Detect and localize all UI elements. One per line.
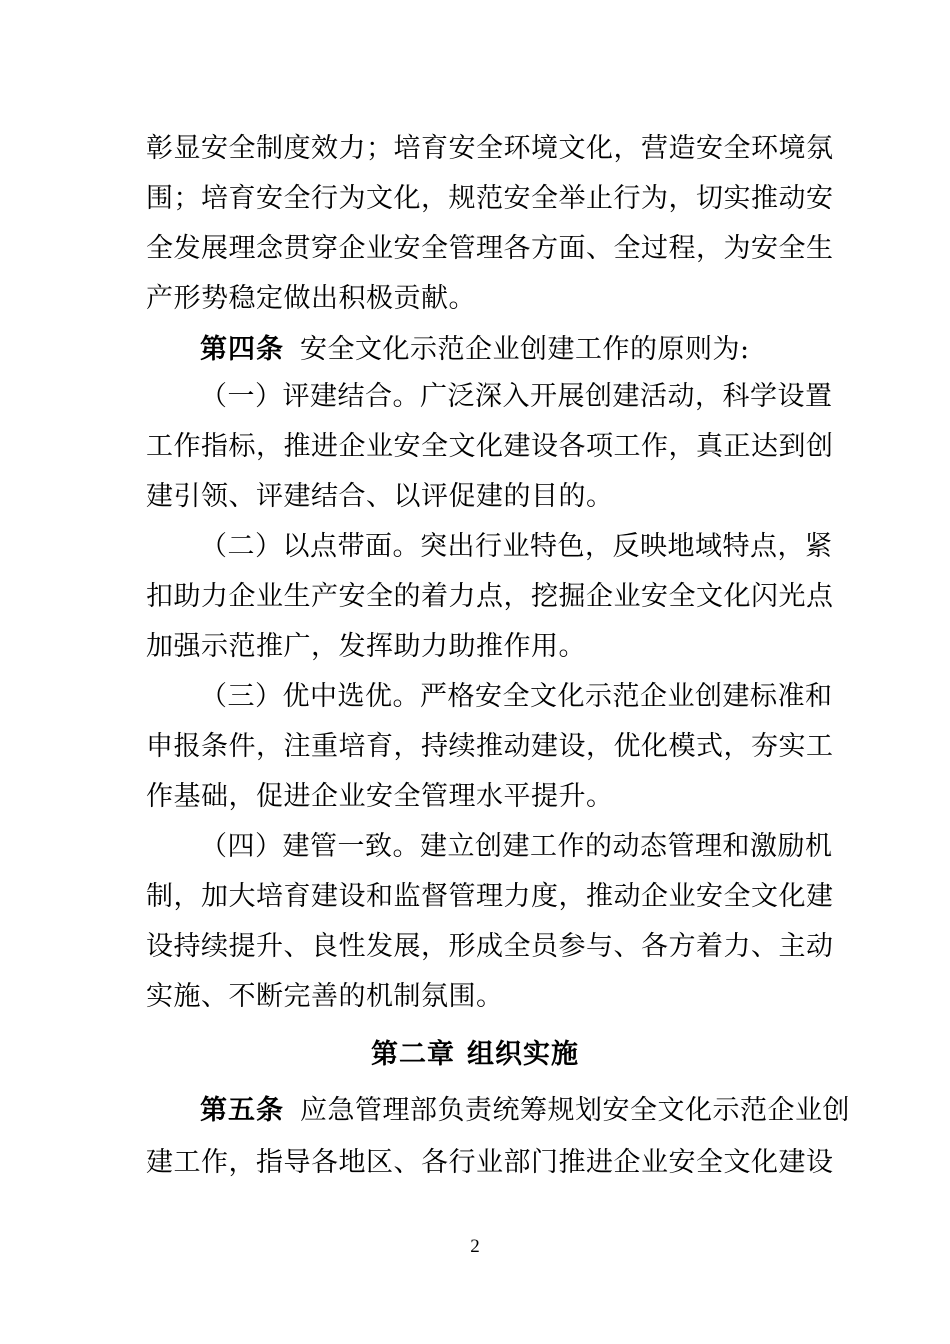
principle-2-line: 加强示范推广，发挥助力助推作用。 (146, 631, 586, 662)
article-5-line: 建工作，指导各地区、各行业部门推进企业安全文化建设 (146, 1147, 834, 1178)
text-line: 彰显安全制度效力；培育安全环境文化，营造安全环境氛 (146, 133, 834, 164)
principle-2-line: （二）以点带面。突出行业特色，反映地域特点，紧 (200, 531, 833, 562)
principle-4-line: 制，加大培育建设和监督管理力度，推动企业安全文化建 (146, 881, 834, 912)
article-4-label: 第四条 (200, 334, 284, 365)
article-4-text: 安全文化示范企业创建工作的原则为: (300, 334, 750, 365)
principle-1-line: 建引领、评建结合、以评促建的目的。 (146, 481, 614, 512)
chapter-label: 第二章 (371, 1039, 455, 1070)
article-5-label: 第五条 (200, 1095, 284, 1126)
article-4 (200, 325, 806, 375)
page-number: 2 (470, 1236, 480, 1257)
article-5-text: 应急管理部负责统筹规划安全文化示范企业创 (300, 1095, 850, 1126)
principle-4-line: 设持续提升、良性发展，形成全员参与、各方着力、主动 (146, 931, 834, 962)
text-line: 围；培育安全行为文化，规范安全举止行为，切实推动安 (146, 183, 834, 214)
principle-1-line: 工作指标，推进企业安全文化建设各项工作，真正达到创 (146, 431, 834, 462)
principle-4-line: （四）建管一致。建立创建工作的动态管理和激励机 (200, 831, 833, 862)
chapter-title: 组织实施 (467, 1039, 579, 1070)
article-5 (200, 1086, 850, 1136)
principle-1-line: （一）评建结合。广泛深入开展创建活动，科学设置 (200, 381, 833, 412)
principle-3-line: （三）优中选优。严格安全文化示范企业创建标准和 (200, 681, 833, 712)
principle-3-line: 申报条件，注重培育，持续推动建设，优化模式，夯实工 (146, 731, 834, 762)
principle-2-line: 扣助力企业生产安全的着力点，挖掘企业安全文化闪光点 (146, 581, 834, 612)
chapter-heading (0, 1030, 950, 1080)
principle-3-line: 作基础，促进企业安全管理水平提升。 (146, 781, 614, 812)
text-line: 产形势稳定做出积极贡献。 (146, 283, 476, 314)
principle-4-line: 实施、不断完善的机制氛围。 (146, 981, 504, 1012)
text-line: 全发展理念贯穿企业安全管理各方面、全过程，为安全生 (146, 233, 834, 264)
